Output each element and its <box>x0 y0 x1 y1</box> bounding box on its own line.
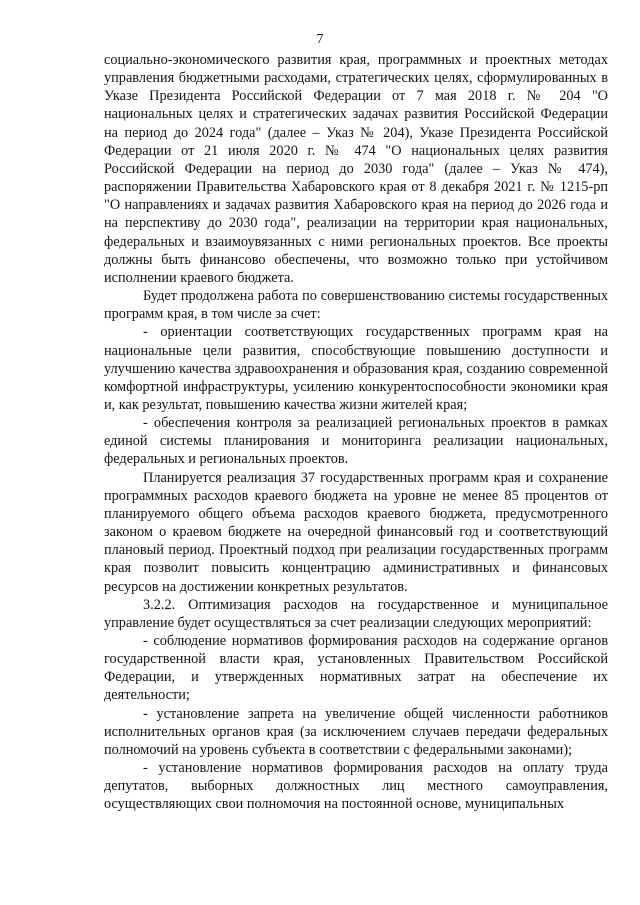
list-item: - ориентации соответствующих государственных программ края на национальные цели развития, способствующие повышению доступности и улучшению качества здравоохранения и образования края, созданию современной комфортной инфраструктуры, усилению конкурентоспособности экономики края и, как результат, повышению качества жизни жителей края; <box>104 324 608 413</box>
list-item: - установление нормативов формирования расходов на оплату труда депутатов, выборных должностных лиц местного самоуправления, осуществляющих свои полномочия на постоянной основе, муниципальных <box>104 760 608 813</box>
paragraph-programs-plan: Планируется реализация 37 государственных программ края и сохранение программных расходов краевого бюджета на уровне не менее 85 процентов от планируемого общего объема расходов краевого бюджета, предусмотренного законом о краевом бюджете на очередной финансовый год и соответствующий плановый период. Проектный подход при реализации государственных программ края позволит повысить концентрацию административных и финансовых ресурсов на достижении конкретных результатов. <box>104 469 608 595</box>
list-item: - установление запрета на увеличение общей численности работников исполнительных органов края (за исключением случаев передачи федеральных полномочий на уровень субъекта в соответствии с федеральными законами); <box>104 705 608 758</box>
list-item: - соблюдение нормативов формирования расходов на содержание органов государственной власти края, установленных Правительством Российской Федерации, и утвержденных нормативных затрат на обеспечение их деятельности; <box>104 633 608 704</box>
document-body <box>104 51 608 814</box>
page-number: 7 <box>316 32 324 47</box>
section-3-2-2-heading: 3.2.2. Оптимизация расходов на государственное и муниципальное управление будет осуществляться за счет реализации следующих мероприятий: <box>104 596 608 631</box>
paragraph-programs-improvement: Будет продолжена работа по совершенствованию системы государственных программ края, в том числе за счет: <box>104 288 608 323</box>
list-item: - обеспечения контроля за реализацией региональных проектов в рамках единой системы планирования и мониторинга реализации национальных, федеральных и региональных проектов. <box>104 415 608 468</box>
paragraph-continuation: социально-экономического развития края, программных и проектных методах управления бюджетными расходами, стратегических целях, сформулированных в Указе Президента Российской Федерации от 7 мая 2018 г. № 204 "О национальных целях и стратегических задачах развития Российской Федерации на период до 2024 года" (далее – Указ № 204), Указе Президента Российской Федерации от 21 июля 2020 г. № 474 "О национальных целях развития Российской Федерации на период до 2030 года" (далее – Указ № 474), распоряжении Правительства Хабаровского края от 8 декабря 2021 г. № 1215-рп "О направлениях и задачах развития Хабаровского края на период до 2026 года и на перспективу до 2030 года", реализации на территории края национальных, федеральных и взаимоувязанных с ними региональных проектов. Все проекты должны быть финансово обеспечены, что возможно только при устойчивом исполнении краевого бюджета. <box>104 52 608 286</box>
